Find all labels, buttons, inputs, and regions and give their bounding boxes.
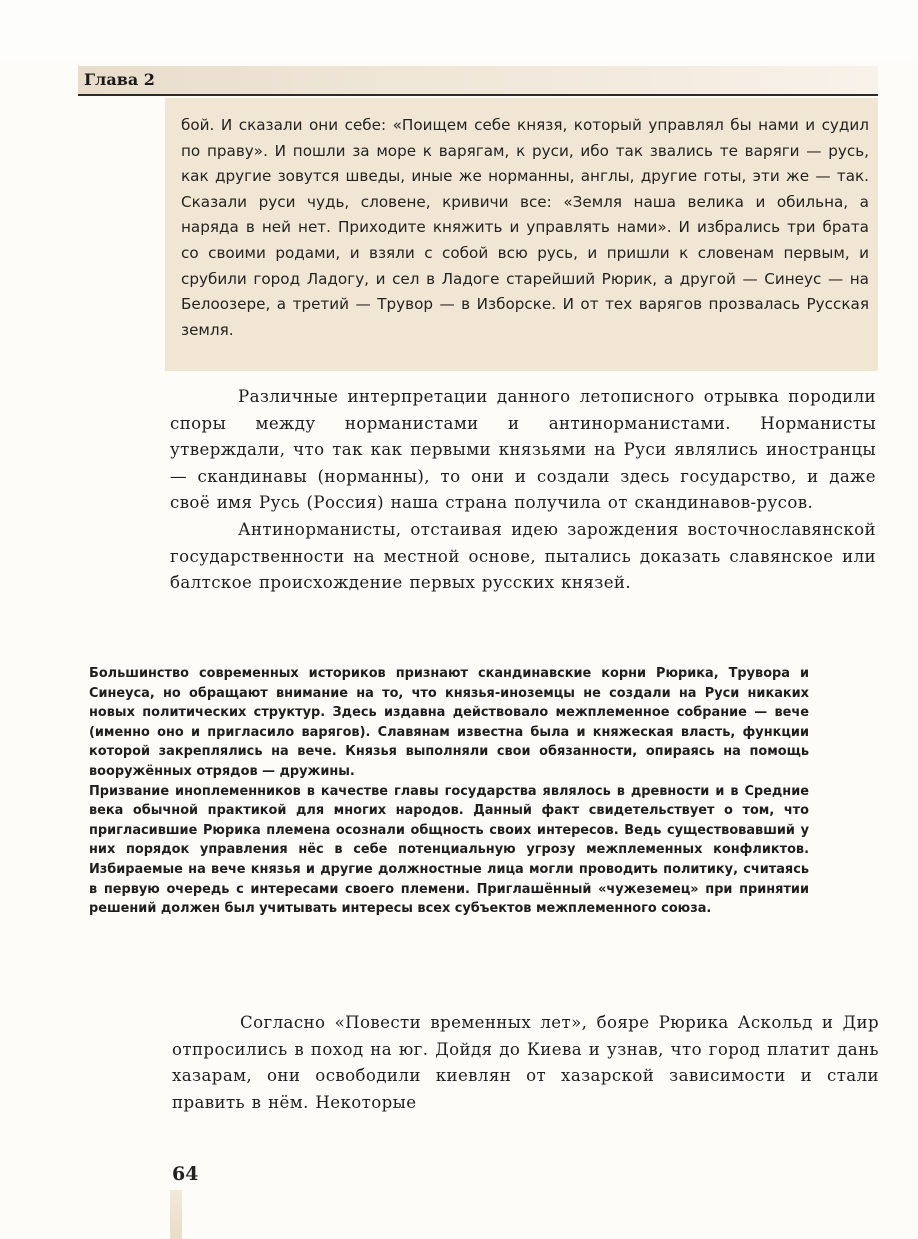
historians-highlight-block (89, 664, 809, 919)
chapter-header-band (78, 66, 878, 96)
body-section-1 (170, 384, 876, 597)
margin-strip (170, 1190, 182, 1239)
highlight-paragraph-invitation: Призвание иноплеменников в качестве главы государства являлось в древности и в Средние века обычной практикой для многих народов. Данный факт свидетельствует о том, что пригласившие Рюрика племена осознали общность своих интересов. Ведь существовавший у них порядок управления нёс в себе потенциальную угрозу межплеменных конфликтов. Избираемые на вече князья и другие должностные лица могли проводить политику, считаясь в первую очередь с интересами своего племени. Приглашённый «чужеземец» при принятии решений должен был учитывать интересы всех субъектов межплеменного союза. (89, 783, 809, 917)
body-paragraph-askold-dir: Согласно «Повести временных лет», бояре Рюрика Аскольд и Дир отпросились в поход на юг. Дойдя до Киева и узнав, что город платит дань хазарам, они освободили киевлян от хазарской зависимости и стали править в нём. Некоторые (172, 1013, 879, 1112)
chronicle-quote-text: бой. И сказали они себе: «Поищем себе князя, который управлял бы нами и судил по праву». И пошли за море к варягам, к руси, ибо так звались те варяги — русь, как другие зовутся шведы, иные же норманны, англы, другие готы, эти же — так. Сказали руси чудь, словене, кривичи все: «Земля наша велика и обильна, а наряда в ней нет. Приходите княжить и управлять нами». И избрались три брата со своими родами, и взяли с собой всю русь, и пришли к словенам первым, и срубили город Ладогу, и сел в Ладоге старейший Рюрик, а другой — Синеус — на Белоозере, а третий — Трувор — в Изборске. И от тех варягов прозвалась Русская земля. (181, 116, 869, 339)
page-top-margin (0, 0, 918, 58)
body-section-2 (172, 1010, 879, 1116)
body-paragraph-normanists: Различные интерпретации данного летописного отрывка породили споры между норманистами и антинорманистами. Норманисты утверждали, что так как первыми князьями на Руси являлись иностранцы — скандинавы (норманны), то они и создали здесь государство, и даже своё имя Русь (Россия) наша страна получила от скандинавов-русов. (170, 387, 876, 513)
chapter-label: Глава 2 (84, 70, 155, 89)
page-number: 64 (172, 1163, 199, 1185)
chronicle-quote (181, 113, 869, 343)
highlight-paragraph-modern-view: Большинство современных историков признают скандинавские корни Рюрика, Трувора и Синеуса, но обращают внимание на то, что князья-иноземцы не создали на Руси никаких новых политических структур. Здесь издавна действовало межплеменное собрание — вече (именно оно и пригласило варягов). Славянам известна была и княжеская власть, функции которой закреплялись на вече. Князья выполняли свои обязанности, опираясь на помощь вооружённых отрядов — дружины. (89, 666, 809, 779)
body-paragraph-antinormanists: Антинорманисты, отстаивая идею зарождения восточнославянской государственности на местной основе, пытались доказать славянское или балтское происхождение первых русских князей. (170, 519, 876, 593)
